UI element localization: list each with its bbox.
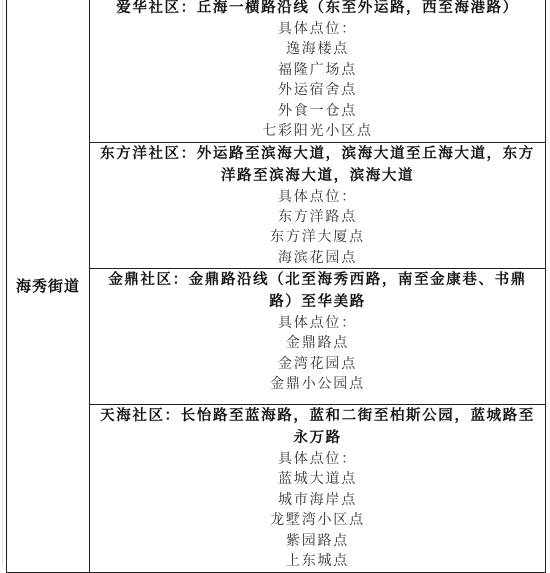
- community-heading: 爱华社区：丘海一横路沿线（东至外运路，西至海港路）: [116, 0, 519, 16]
- list-item: 金鼎小公园点: [270, 376, 365, 392]
- community-heading: 金鼎社区：金鼎路沿线（北至海秀西路，南至金康巷、书鼎路）至华美路: [108, 272, 527, 310]
- points-label: 具体点位：: [278, 451, 357, 467]
- community-cell-aihua: [90, 0, 546, 142]
- community-heading: 天海社区：长怡路至蓝海路，蓝和二街至柏斯公园，蓝城路至永万路: [100, 408, 535, 446]
- list-item: 紫园路点: [285, 532, 350, 549]
- point-list: [90, 207, 545, 269]
- list-item: 外食一仓点: [278, 102, 357, 119]
- points-label: 具体点位：: [278, 21, 357, 37]
- list-item: 外运宿舍点: [278, 82, 357, 98]
- list-item: 蓝城大道点: [278, 471, 357, 487]
- list-item: 城市海岸点: [278, 491, 357, 508]
- street-name-cell: [7, 0, 90, 572]
- street-community-table: [6, 0, 546, 573]
- points-label: 具体点位：: [278, 315, 357, 331]
- street-name: 海秀街道: [15, 277, 80, 296]
- points-label: 具体点位：: [278, 188, 357, 205]
- list-item: 金鼎路点: [285, 335, 350, 351]
- table-row: [7, 0, 546, 142]
- community-cell-tianhai: [90, 405, 546, 573]
- page-margin-guide: [2, 0, 3, 563]
- list-item: 福隆广场点: [278, 61, 357, 78]
- list-item: 东方洋大厦点: [270, 229, 365, 245]
- list-item: 上东城点: [285, 553, 350, 569]
- community-cell-dongfangyang: [90, 142, 546, 269]
- list-item: 龙墅湾小区点: [270, 512, 365, 528]
- list-item: 逸海楼点: [285, 41, 350, 57]
- point-list: [90, 469, 545, 572]
- point-list: [90, 39, 545, 142]
- community-cell-jinding: [90, 269, 546, 405]
- list-item: 海滨花园点: [278, 249, 357, 266]
- community-heading: 东方洋社区：外运路至滨海大道，滨海大道至丘海大道，东方洋路至滨海大道，滨海大道: [100, 145, 535, 184]
- list-item: 金湾花园点: [278, 355, 357, 372]
- list-item: 七彩阳光小区点: [262, 123, 373, 139]
- point-list: [90, 333, 545, 395]
- list-item: 东方洋路点: [278, 208, 357, 225]
